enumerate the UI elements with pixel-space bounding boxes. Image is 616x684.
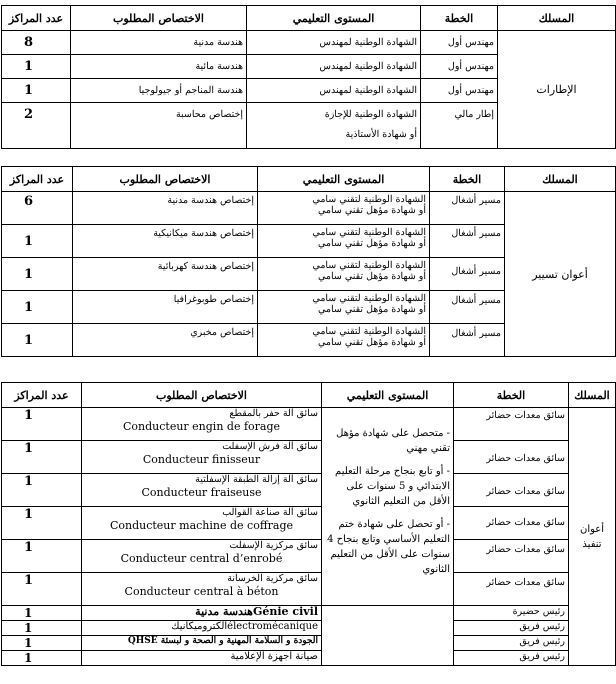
level-line: أو شهادة مؤهل تقني سامي: [317, 337, 426, 348]
header-count: عدد المراكز: [2, 167, 73, 192]
plan-cell: مسير أشغال: [430, 291, 505, 324]
header-specialty: الاختصاص المطلوب: [82, 383, 322, 408]
level-line: أو شهادة مؤهل تقني سامي: [317, 205, 426, 216]
level-cell: الشهادة الوطنية لمهندس: [247, 79, 421, 103]
count-cell: 6: [2, 192, 73, 225]
specialty-cell: إختصاص مخبري: [73, 324, 258, 357]
specialty-cell: إختصاص هندسة ميكانيكية: [73, 225, 258, 258]
plan-cell: سائق معدات حضائر: [454, 540, 569, 573]
plan-cell: رئيس فريق: [454, 636, 569, 651]
level-cell-empty: [322, 606, 454, 621]
level-cell: [258, 225, 430, 258]
specialty-cell: هندسة مائية: [71, 55, 247, 79]
plan-cell: سائق معدات حضائر: [454, 441, 569, 474]
level-line: أو شهادة مؤهل تقني سامي: [317, 238, 426, 249]
specialty-cell: [82, 507, 322, 540]
header-plan: الخطة: [421, 6, 498, 31]
specialty-fr: Conducteur machine de coffrage: [109, 519, 294, 532]
specialty-cell: إختصاص هندسة كهربائية: [73, 258, 258, 291]
specialty-cell: الجودة و السلامة المهنية و الصحة و لبسئة QHSE: [82, 636, 322, 651]
level-line: أو شهادة مؤهل تقني سامي: [317, 304, 426, 315]
specialty-cell: صيانة أجهزة الإعلامية: [82, 651, 322, 666]
specialty-cell: إختصاص طوبوغرافيا: [73, 291, 258, 324]
header-level: المستوى التعليمي: [258, 167, 430, 192]
specialty-cell: هندسة مدنية: [71, 31, 247, 55]
specialty-cell: إختصاص هندسة مدنية: [73, 192, 258, 225]
plan-cell: مسير أشغال: [430, 324, 505, 357]
header-specialty: الاختصاص المطلوب: [71, 6, 247, 31]
specialty-ar: سائق آلة صناعة القوالب: [222, 507, 318, 518]
count-cell: 1: [2, 636, 82, 651]
level-line: الشهادة الوطنية لتقني سامي: [312, 293, 426, 304]
count-cell: 1: [2, 540, 82, 573]
level-cell-empty: [322, 636, 454, 651]
plan-cell: سائق معدات حضائر: [454, 408, 569, 441]
count-cell: 1: [2, 258, 73, 291]
header-track: المسلك: [505, 167, 616, 192]
count-cell: 1: [2, 474, 82, 507]
level-text-2: - أو تابع بنجاح مرحلة التعليم الابتدائي و 5 سنوات على الأقل من التعليم الثانوي: [335, 466, 450, 507]
specialty-fr: Conducteur central à béton: [124, 585, 279, 598]
level-line: الشهادة الوطنية لتقني سامي: [312, 326, 426, 337]
header-track: المسلك: [569, 383, 616, 408]
level-line: أو شهادة الأستاذية: [345, 129, 417, 140]
plan-cell: مسير أشغال: [430, 258, 505, 291]
header-count: عدد المراكز: [2, 383, 82, 408]
level-cell: [258, 192, 430, 225]
count-cell: 1: [2, 441, 82, 474]
plan-cell: مهندس أول: [421, 31, 498, 55]
level-line: الشهادة الوطنية لتقني سامي: [312, 194, 426, 205]
plan-cell: مهندس أول: [421, 79, 498, 103]
count-cell: 1: [2, 324, 73, 357]
header-plan: الخطة: [454, 383, 569, 408]
count-cell: 2: [2, 103, 71, 149]
table-cadres: [1, 5, 616, 149]
level-cell: [258, 291, 430, 324]
count-cell: 1: [2, 621, 82, 636]
specialty-cell: هندسة المناجم أو جيولوجيا: [71, 79, 247, 103]
specialty-cell: [82, 573, 322, 606]
count-cell: 1: [2, 291, 73, 324]
specialty-cell: électromécaniqueالكتروميكانيك: [82, 621, 322, 636]
level-cell: [247, 103, 421, 149]
level-text-1: - متحصل على شهادة مؤهل تقني مهني: [336, 428, 450, 454]
level-cell: [258, 258, 430, 291]
count-cell: 1: [2, 606, 82, 621]
specialty-ar: سائق آلة حفر بالمقطع: [229, 408, 318, 419]
specialty-ar: سائق مركزية الإسفلت: [229, 540, 318, 551]
specialty-fr: Conducteur fraiseuse: [141, 486, 262, 499]
specialty-ar: سائق مركزية الخرسانة: [227, 573, 318, 584]
specialty-cell: [82, 441, 322, 474]
level-text-3: - أو تحصل على شهادة ختم التعليم الأساسي وتابع بنجاح 4 سنوات على الأقل من التعليم الثانوي: [327, 519, 450, 575]
level-cell-empty: [322, 651, 454, 666]
plan-cell: مسير أشغال: [430, 192, 505, 225]
level-cell: الشهادة الوطنية لمهندس: [247, 55, 421, 79]
header-plan: الخطة: [430, 167, 505, 192]
specialty-cell: [82, 408, 322, 441]
level-line: أو شهادة مؤهل تقني سامي: [317, 271, 426, 282]
plan-cell: مهندس أول: [421, 55, 498, 79]
count-cell: 1: [2, 225, 73, 258]
track-cell: أعوان تسيير: [505, 192, 616, 357]
plan-cell: سائق معدات حضائر: [454, 507, 569, 540]
table-management-agents: [1, 166, 616, 357]
track-cell: الإطارات: [498, 31, 616, 149]
count-cell: 1: [2, 573, 82, 606]
specialty-fr: Conducteur engin de forage: [122, 420, 281, 433]
level-line: الشهادة الوطنية لتقني سامي: [312, 260, 426, 271]
level-cell-empty: [322, 621, 454, 636]
plan-cell: إطار مالي: [421, 103, 498, 149]
plan-cell: سائق معدات حضائر: [454, 573, 569, 606]
track-cell: أعوان تنفيذ: [569, 408, 616, 666]
count-cell: 1: [2, 408, 82, 441]
header-specialty: الاختصاص المطلوب: [73, 167, 258, 192]
specialty-cell: Génie civilهندسة مدنية: [82, 606, 322, 621]
level-line: الشهادة الوطنية للإجازة: [324, 109, 417, 120]
count-cell: 1: [2, 651, 82, 666]
header-count: عدد المراكز: [2, 6, 71, 31]
level-cell: الشهادة الوطنية لمهندس: [247, 31, 421, 55]
header-track: المسلك: [498, 6, 616, 31]
header-level: المستوى التعليمي: [322, 383, 454, 408]
level-cell: [258, 324, 430, 357]
specialty-cell: [82, 540, 322, 573]
plan-cell: رئيس فريق: [454, 621, 569, 636]
specialty-cell: [82, 474, 322, 507]
specialty-ar: سائق آلة فرش الإسفلت: [222, 441, 318, 452]
header-level: المستوى التعليمي: [247, 6, 421, 31]
level-line: الشهادة الوطنية لتقني سامي: [312, 227, 426, 238]
plan-cell: رئيس فريق: [454, 651, 569, 666]
level-cell: [322, 408, 454, 606]
specialty-fr: Conducteur finisseur: [142, 453, 261, 466]
specialty-ar: سائق آلة إزالة الطبقة الإسفلتية: [195, 474, 318, 485]
count-cell: 1: [2, 55, 71, 79]
plan-cell: سائق معدات حضائر: [454, 474, 569, 507]
specialty-fr: Conducteur central d’enrobé: [120, 552, 283, 565]
plan-cell: مسير أشغال: [430, 225, 505, 258]
plan-cell: رئيس حضيرة: [454, 606, 569, 621]
count-cell: 1: [2, 79, 71, 103]
count-cell: 8: [2, 31, 71, 55]
count-cell: 1: [2, 507, 82, 540]
table-execution-agents: [1, 382, 616, 666]
specialty-cell: إختصاص محاسبة: [71, 103, 247, 149]
